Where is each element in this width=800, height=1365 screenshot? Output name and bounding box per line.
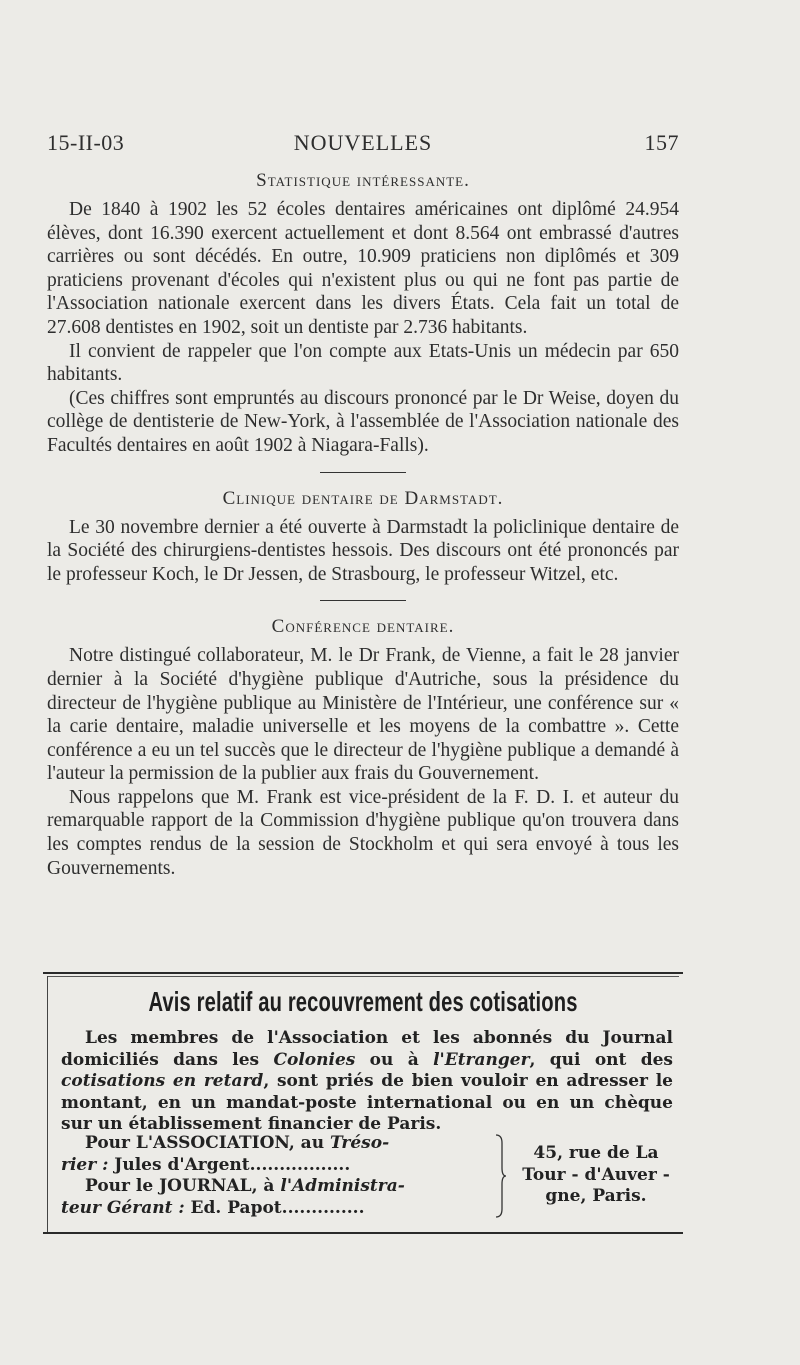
- article-paragraph: (Ces chiffres sont empruntés au discours prononcé par le Dr Weise, doyen du collège de dentisterie de New-York, à l'assemblée de l'Association nationale des Facultés dentaires en août 1902 à Niagara-Falls).: [47, 387, 679, 456]
- curly-brace-icon: [493, 1133, 507, 1219]
- issue-date: 15-II-03: [47, 130, 125, 155]
- notice-text: , sont priés de bien vouloir en adresser le montant, en un mandat-poste international ou en un chèque sur un établissement financier de Paris.: [61, 1071, 673, 1134]
- article-title-statistique: Statistique intéressante.: [256, 170, 470, 191]
- notice-text-retard: cotisations en retard: [61, 1071, 264, 1091]
- journal-line-2: [61, 1198, 489, 1220]
- notice-top-rule: [43, 972, 683, 974]
- article-paragraph: Notre distingué collaborateur, M. le Dr Frank, de Vienne, a fait le 28 janvier dernier à la Société d'hygiène publique d'Autriche, sous la présidence du directeur de l'hygiène publique au Ministère de l'Intérieur, une conférence sur « la carie dentaire, maladie universelle et les moyens de la combattre ». Cette conférence a eu un tel succès que le directeur de l'hygiène publique a demandé à l'auteur la permission de la publier aux frais du Gouvernement.: [47, 645, 679, 785]
- notice-left-rule: [47, 976, 48, 1232]
- notice-title: Avis relatif au recouvrement des cotisations: [148, 986, 578, 1017]
- association-role: Tréso-: [329, 1133, 390, 1153]
- association-label: Pour L'ASSOCIATION, au: [85, 1133, 330, 1153]
- article-title-conference: Conférence dentaire.: [271, 616, 455, 638]
- association-line-2: [61, 1155, 489, 1177]
- article-paragraph: Le 30 novembre dernier a été ouverte à Darmstadt la policlinique dentaire de la Société des chirurgiens-dentistes hessois. Des discours ont été prononcés par le professeur Koch, le Dr Jessen, de Strasbourg, le professeur Witzel, etc.: [47, 516, 679, 585]
- journal-manager: Ed. Papot..............: [184, 1197, 365, 1218]
- page-number: 157: [644, 130, 679, 155]
- main-column: [47, 168, 679, 880]
- section-divider: [320, 600, 406, 601]
- notice-body: [61, 1028, 673, 1136]
- article-title-darmstadt: Clinique dentaire de Darmstadt.: [222, 487, 504, 509]
- notice-text-colonies: Colonies: [273, 1049, 356, 1070]
- association-line-1: [61, 1133, 489, 1155]
- journal-label: Pour le JOURNAL, à: [85, 1176, 281, 1196]
- running-header: [47, 130, 679, 160]
- association-role-cont: rier :: [61, 1154, 109, 1175]
- notice-text: ou à: [355, 1049, 434, 1070]
- journal-role-cont: teur Gérant :: [61, 1197, 185, 1218]
- article-paragraph: Nous rappelons que M. Frank est vice-président de la F. D. I. et auteur du remarquable rapport de la Commission d'hygiène publique qu'on trouvera dans les comptes rendus de la session de Stockholm et qui sera envoyé à tous les Gouvernements.: [47, 786, 679, 879]
- notice-inner-rule: [47, 976, 679, 977]
- journal-role: l'Administra-: [280, 1176, 405, 1196]
- article-paragraph: Il convient de rappeler que l'on compte aux Etats-Unis un médecin par 650 habitants.: [47, 340, 679, 386]
- notice-text: Les membres de l'Association et les abonnés du Journal domiciliés dans les: [61, 1028, 673, 1070]
- article-paragraph: De 1840 à 1902 les 52 écoles dentaires américaines ont diplômé 24.954 élèves, dont 16.390 exercent actuellement et dont 8.564 ont embrassé d'autres carrières ou sont décédés. En outre, 10.909 praticiens non diplômés et 309 praticiens provenant d'écoles qui n'existent plus ou qui ne font pas partie de l'Association nationale exercent dans les divers États. Cela fait un total de 27.608 dentistes en 1902, soit un dentiste par 2.736 habitants.: [47, 199, 679, 338]
- payment-instructions: [61, 1133, 673, 1223]
- association-treasurer: Jules d'Argent.................: [108, 1154, 351, 1175]
- notice-bottom-rule: [43, 1232, 683, 1234]
- notice-text: , qui ont des: [529, 1049, 674, 1070]
- journal-line-1: [61, 1176, 489, 1198]
- notice-box: [47, 972, 679, 1234]
- notice-text-etranger: l'Etranger: [433, 1049, 530, 1070]
- payment-recipients: [61, 1133, 489, 1219]
- payment-address: 45, rue de La Tour - d'Auver - gne, Paris.: [522, 1143, 670, 1206]
- section-divider: [320, 472, 406, 473]
- section-title: NOUVELLES: [293, 130, 433, 155]
